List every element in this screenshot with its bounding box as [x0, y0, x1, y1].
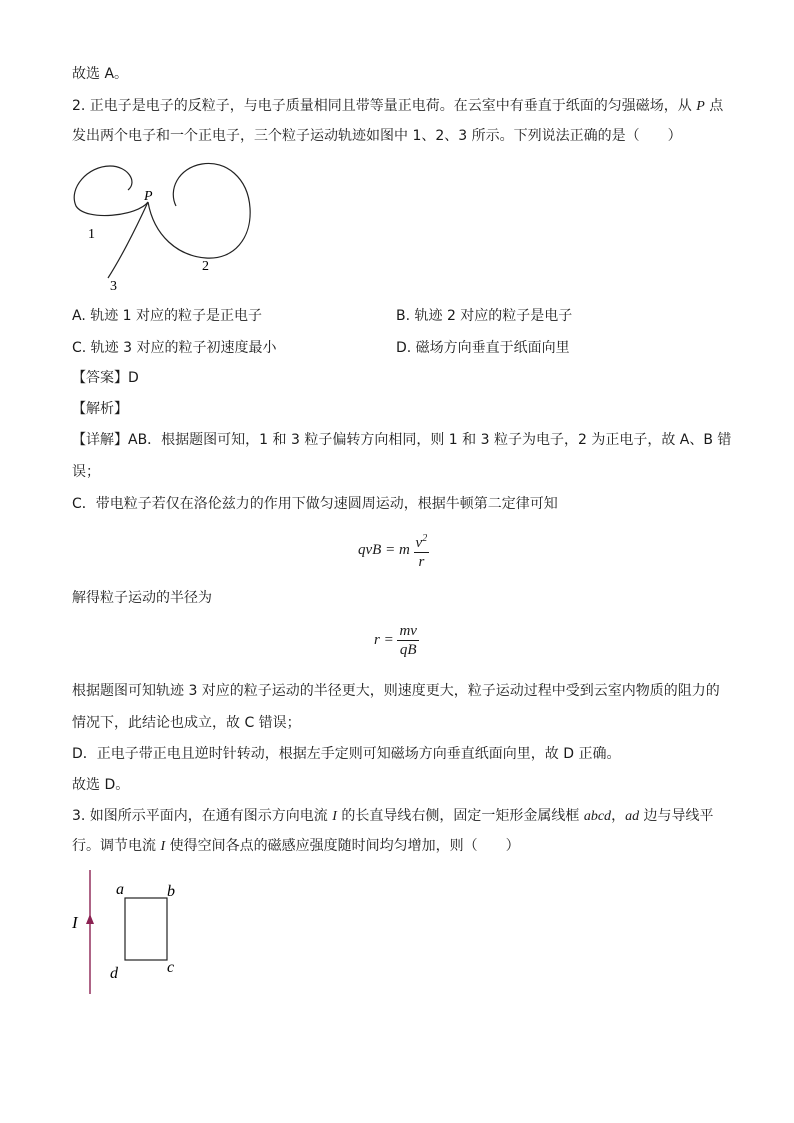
q3-stem-text-c: ，	[611, 808, 626, 824]
eq1-denominator: r	[418, 554, 425, 570]
label-2: 2	[202, 259, 209, 274]
track-3	[108, 202, 148, 278]
q2-radius-intro: 解得粒子运动的半径为	[72, 590, 212, 606]
q3-stem-text-b: 的长直导线右侧，固定一矩形金属线框	[336, 808, 584, 824]
q2-detail-d: D．正电子带正电且逆时针转动，根据左手定则可知磁场方向垂直纸面向里，故 D 正确。	[72, 746, 621, 762]
q3-current-symbol: I	[332, 809, 337, 824]
q2-stem-line2: 发出两个电子和一个正电子，三个粒子运动轨迹如图中 1、2、3 所示。下列说法正确的是（ ）	[72, 128, 682, 144]
q2-point-p: P	[696, 99, 705, 114]
label-1: 1	[88, 227, 95, 242]
eq1-lhs: qvB = m	[358, 541, 410, 558]
q3-stem-text-f: 使得空间各点的磁感应强度随时间均匀增加，则（ ）	[165, 838, 520, 854]
q3-stem-text-d: 边与导线平	[639, 808, 714, 824]
q3-stem-text-e: 行。调节电流	[72, 838, 161, 854]
q3-frame-name: abcd	[583, 809, 612, 824]
label-3: 3	[110, 279, 117, 294]
q2-detail-line1: 【详解】AB．根据题图可知，1 和 3 粒子偏转方向相同，则 1 和 3 粒子为电子，2 为正电子，故 A、B 错	[72, 432, 732, 448]
q2-stem-text-b: 点	[704, 98, 724, 114]
q2-final: 故选 D。	[72, 777, 130, 793]
q1-conclusion: 故选 A。	[72, 66, 129, 82]
label-b: b	[167, 883, 175, 900]
label-c: c	[167, 959, 175, 976]
equation-force	[358, 530, 429, 571]
eq2-fraction	[397, 622, 419, 659]
q2-option-a: A. 轨迹 1 对应的粒子是正电子	[72, 308, 263, 324]
metal-frame	[125, 898, 167, 960]
q3-edge-name: ad	[625, 809, 640, 824]
q2-option-c: C. 轨迹 3 对应的粒子初速度最小	[72, 340, 277, 356]
q2-detail-c: C．带电粒子若仅在洛伦兹力的作用下做匀速圆周运动，根据牛顿第二定律可知	[72, 496, 558, 512]
q2-detail-line2: 误；	[72, 464, 100, 480]
q2-conclusion-line1: 根据题图可知轨迹 3 对应的粒子运动的半径更大，则速度更大，粒子运动过程中受到云室内物质的阻力的	[72, 683, 720, 699]
q2-track-figure	[66, 158, 266, 298]
q3-stem-line1	[72, 806, 714, 827]
q2-option-b: B. 轨迹 2 对应的粒子是电子	[396, 308, 573, 324]
eq1-numerator: $v^2$	[414, 530, 430, 553]
eq2-lhs: r =	[374, 631, 398, 648]
label-p: P	[144, 189, 153, 204]
label-current: I	[72, 913, 78, 932]
q2-stem-text-a: 2. 正电子是电子的反粒子，与电子质量相同且带等量正电荷。在云室中有垂直于纸面的匀强磁场，从	[72, 98, 697, 114]
current-arrow-icon	[86, 914, 94, 924]
eq1-fraction	[414, 530, 430, 571]
q3-stem-text-a: 3. 如图所示平面内，在通有图示方向电流	[72, 808, 333, 824]
q2-stem-line1	[72, 96, 723, 117]
q3-wire-figure	[66, 868, 196, 998]
q3-current-symbol-2: I	[160, 839, 166, 854]
q2-answer: 【答案】D	[72, 370, 139, 386]
equation-radius	[374, 622, 419, 659]
q2-option-d: D. 磁场方向垂直于纸面向里	[396, 340, 570, 356]
track-1	[74, 166, 148, 216]
q3-stem-line2	[72, 836, 520, 857]
eq1-exponent: 2	[422, 533, 428, 544]
q2-conclusion-line2: 情况下，此结论也成立，故 C 错误；	[72, 715, 301, 731]
eq2-denominator: qB	[399, 642, 417, 658]
track-2	[148, 163, 250, 258]
label-d: d	[110, 965, 118, 982]
eq2-numerator: mv	[399, 623, 417, 639]
label-a: a	[116, 881, 124, 898]
q2-analysis-heading: 【解析】	[72, 401, 128, 417]
